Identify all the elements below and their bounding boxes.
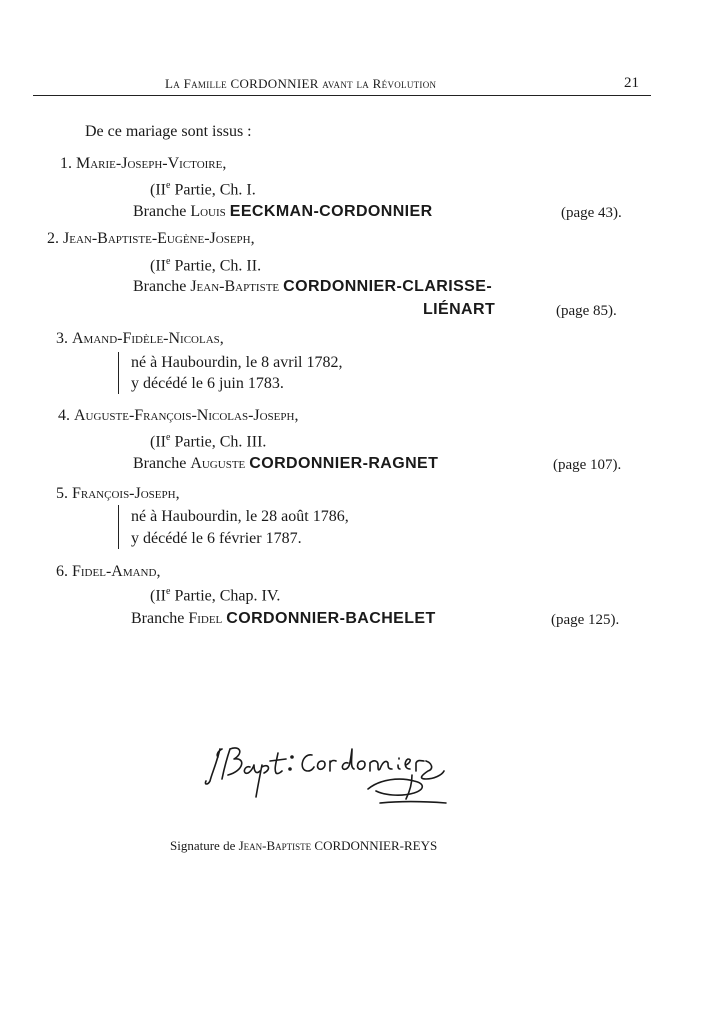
caption-first-name: Jean-Baptiste	[238, 838, 312, 853]
header-part2: avant la	[322, 76, 370, 91]
partie-superscript: e	[165, 256, 171, 267]
child-5-birth: né à Haubourdin, le 28 août 1786,	[131, 508, 349, 525]
branche-label: Branche	[133, 278, 187, 295]
partie-roman: (II	[150, 587, 166, 605]
header-name: CORDONNIER	[230, 76, 319, 91]
header-part1: La Famille	[165, 76, 227, 91]
child-4-heading	[58, 407, 298, 425]
child-4-branche	[133, 455, 438, 473]
header-rule	[33, 95, 651, 96]
branche-first-name: Louis	[190, 203, 226, 220]
partie-roman: (II	[150, 433, 166, 451]
child-1-branche	[133, 203, 433, 221]
branche-first-name: Auguste	[190, 455, 246, 472]
child-5-name: François-Joseph,	[72, 485, 180, 502]
partie-superscript: e	[165, 586, 171, 597]
handwritten-signature	[200, 735, 460, 815]
child-1-number: 1.	[60, 155, 72, 172]
child-5-bracket	[118, 505, 119, 549]
child-4-number: 4.	[58, 407, 70, 424]
child-1-partie	[150, 180, 256, 199]
intro-text: De ce mariage sont issus :	[85, 123, 252, 140]
branche-label: Branche	[133, 455, 187, 472]
child-3-bracket	[118, 352, 119, 394]
child-3-death: y décédé le 6 juin 1783.	[131, 375, 284, 392]
child-2-heading	[47, 230, 255, 248]
branche-label: Branche	[133, 203, 187, 220]
child-4-page-ref: (page 107).	[553, 457, 622, 473]
child-4-name: Auguste-François-Nicolas-Joseph,	[74, 407, 299, 424]
child-1-page-ref: (page 43).	[561, 205, 622, 221]
page-number: 21	[624, 75, 639, 91]
branche-first-name: Fidel	[188, 610, 223, 627]
branche-label: Branche	[131, 610, 185, 627]
branche-family-name: CORDONNIER-RAGNET	[249, 455, 439, 472]
child-2-name: Jean-Baptiste-Eugène-Joseph,	[63, 230, 255, 247]
partie-superscript: e	[165, 432, 171, 443]
child-2-number: 2.	[47, 230, 59, 247]
child-6-page-ref: (page 125).	[551, 612, 620, 628]
child-6-heading	[56, 563, 160, 581]
branche-family-name: EECKMAN-CORDONNIER	[229, 203, 433, 220]
partie-rest: Partie, Chap. IV.	[170, 587, 281, 605]
signature-caption	[170, 838, 437, 854]
partie-rest: Partie, Ch. I.	[170, 181, 256, 199]
branche-family-name: CORDONNIER-BACHELET	[226, 610, 436, 627]
partie-rest: Partie, Ch. III.	[170, 433, 267, 451]
caption-prefix: Signature de	[170, 838, 236, 853]
child-1-heading	[60, 155, 226, 173]
child-2-branche	[133, 278, 492, 296]
branche-family-name: CORDONNIER-CLARISSE-	[283, 278, 493, 295]
branche-first-name: Jean-Baptiste	[190, 278, 280, 295]
child-2-page-ref: (page 85).	[556, 303, 617, 319]
partie-rest: Partie, Ch. II.	[170, 257, 262, 275]
child-3-heading	[56, 330, 224, 348]
child-2-partie	[150, 256, 261, 275]
child-1-name: Marie-Joseph-Victoire,	[76, 155, 227, 172]
child-6-number: 6.	[56, 563, 68, 580]
child-6-name: Fidel-Amand,	[72, 563, 161, 580]
partie-roman: (II	[150, 257, 166, 275]
child-3-number: 3.	[56, 330, 68, 347]
child-4-partie	[150, 432, 266, 451]
child-5-number: 5.	[56, 485, 68, 502]
child-6-partie	[150, 586, 280, 605]
header-part3: Révolution	[372, 76, 437, 91]
child-5-death: y décédé le 6 février 1787.	[131, 530, 302, 547]
partie-roman: (II	[150, 181, 166, 199]
child-5-heading	[56, 485, 180, 503]
caption-family-name: CORDONNIER-REYS	[314, 838, 438, 853]
child-2-branche-cont: LIÉNART	[423, 301, 496, 318]
child-3-name: Amand-Fidèle-Nicolas,	[72, 330, 224, 347]
child-6-branche	[131, 610, 436, 628]
child-3-birth: né à Haubourdin, le 8 avril 1782,	[131, 354, 343, 371]
running-header	[165, 76, 436, 92]
partie-superscript: e	[165, 180, 171, 191]
